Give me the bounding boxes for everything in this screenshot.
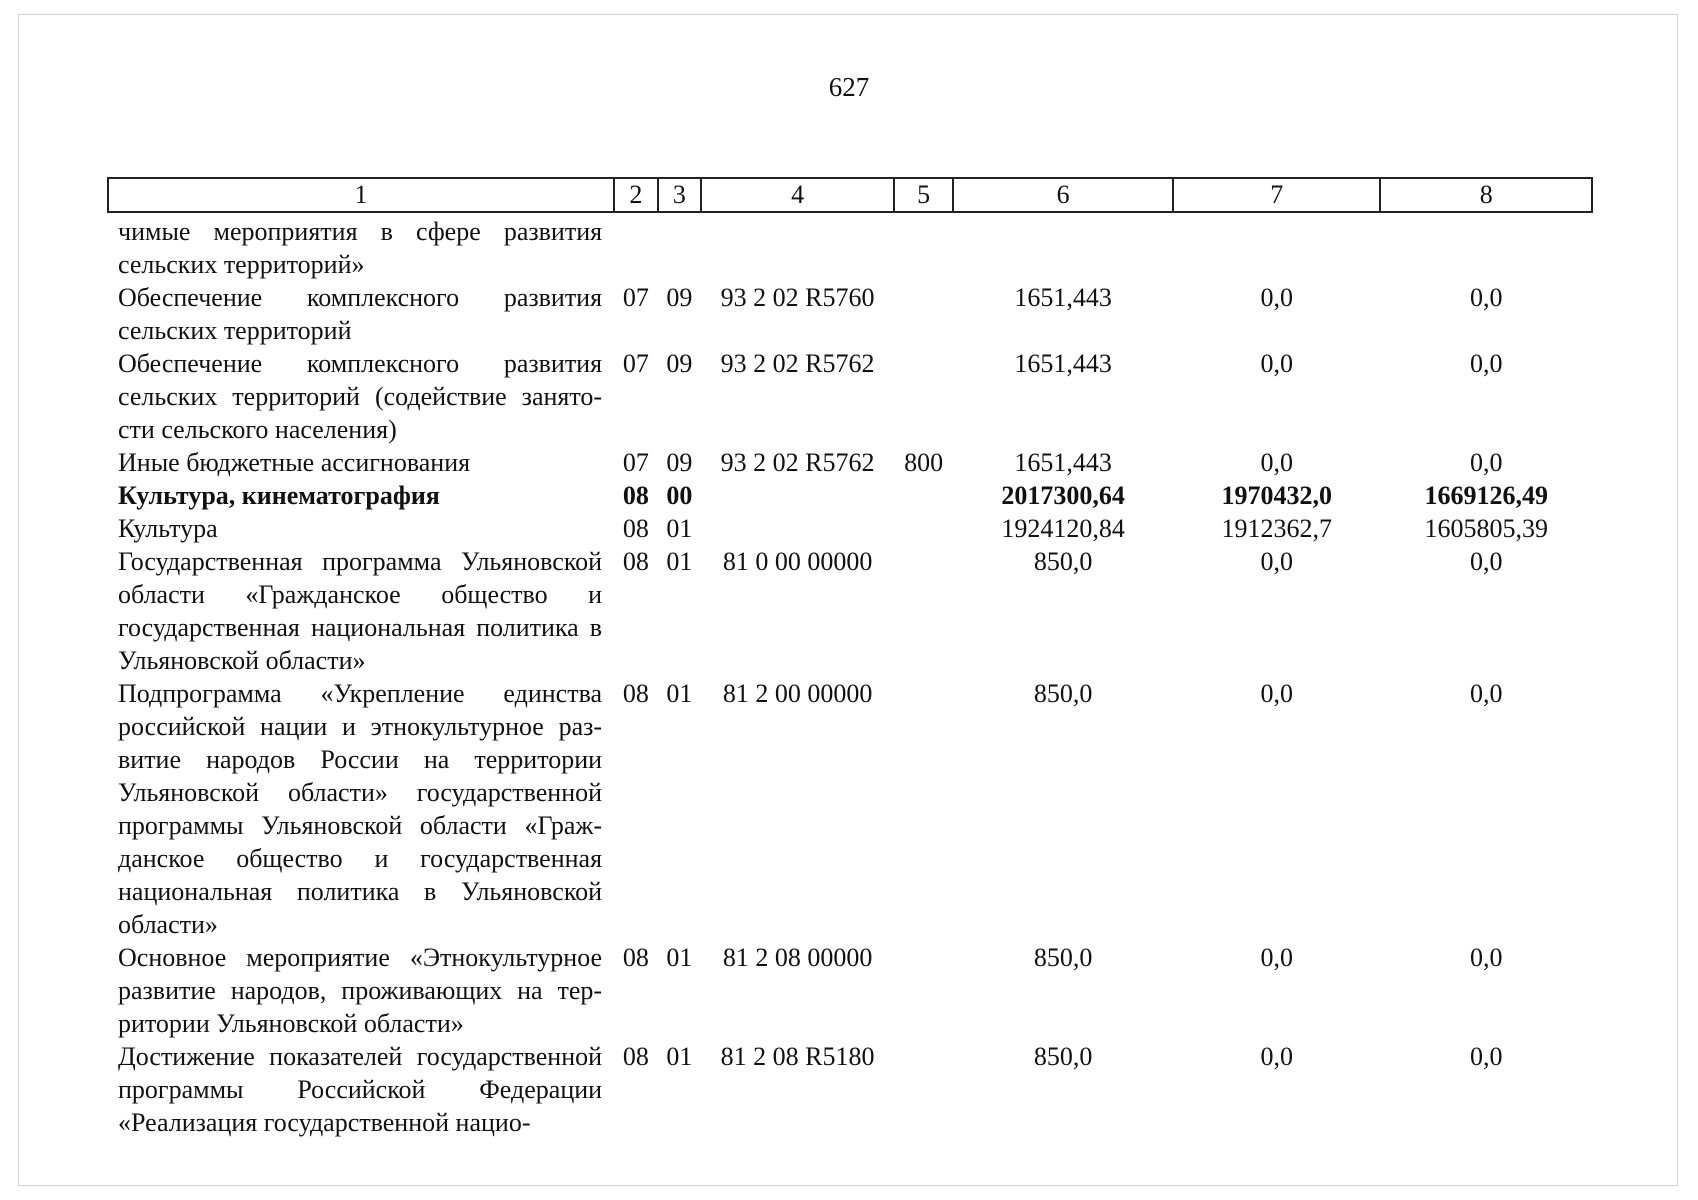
row-subsection: 01 [666,679,693,708]
row-target-code: 93 2 02 R5762 [720,349,875,378]
table-row [108,347,1592,446]
row-target-code: 81 0 00 00000 [722,547,873,576]
row-target-code [701,512,894,545]
row-value-col7: 1912362,7 [1221,514,1332,543]
row-expense-type [894,1040,953,1139]
row-expense-type [894,479,953,512]
row-name: Обеспечение комплексного развития сельских территорий [118,283,603,345]
column-header-4: 4 [701,178,894,212]
table-row [108,281,1592,347]
row-value-col8: 0,0 [1469,1042,1503,1071]
row-name: Подпрограмма «Укрепление единства российской нации и этнокультурное развитие народов России на территории Ульяновской области» государственной программы Ульяновской области «Гражданское общество и государственная национальная политика в Ульяновской области» [118,679,603,939]
budget-table [107,177,1593,1139]
table-row [108,677,1592,941]
row-section: 07 [622,448,649,477]
row-value-col6: 1651,443 [1014,283,1112,312]
row-target-code: 81 2 08 R5180 [720,1042,875,1071]
row-subsection: 09 [666,349,693,378]
row-value-col6: 1651,443 [1014,349,1112,378]
row-name: Достижение показателей государственной программы Российской Федерации «Реализация государственной нацио- [118,1042,603,1137]
table-row [108,1040,1592,1139]
row-value-col6: 850,0 [1033,547,1093,576]
row-section: 08 [622,514,649,543]
row-section: 08 [622,679,649,708]
column-header-1: 1 [108,178,614,212]
row-value-col8: 1605805,39 [1424,514,1548,543]
row-subsection: 00 [666,481,693,510]
row-section: 07 [622,283,649,312]
row-value-col6: 850,0 [1033,679,1093,708]
row-expense-type [894,281,953,347]
row-value-col8 [1380,212,1592,281]
column-header-6: 6 [953,178,1173,212]
row-section: 08 [622,481,649,510]
column-header-2: 2 [614,178,658,212]
row-name: Иные бюджетные ассигнования [118,448,471,477]
table-row [108,941,1592,1040]
row-target-code: 93 2 02 R5760 [720,283,875,312]
table-row [108,545,1592,677]
column-header-7: 7 [1173,178,1380,212]
row-expense-type [894,512,953,545]
row-target-code: 81 2 08 00000 [722,943,873,972]
row-value-col7 [1173,212,1380,281]
row-section: 07 [622,349,649,378]
row-target-code [701,479,894,512]
row-expense-type [894,677,953,941]
row-value-col7: 0,0 [1260,283,1293,312]
row-name: Государственная программа Ульяновской области «Гражданское общество и государственная национальная политика в Ульяновской области» [118,547,603,675]
row-value-col6: 2017300,64 [1001,481,1125,510]
row-value-col7: 1970432,0 [1221,481,1332,510]
row-section: 08 [622,547,649,576]
row-value-col8: 0,0 [1469,283,1503,312]
table-row [108,479,1592,512]
row-subsection: 01 [666,514,693,543]
row-value-col8: 1669126,49 [1424,481,1548,510]
row-name: Основное мероприятие «Этнокультурное развитие народов, проживающих на территории Ульяновской области» [118,943,603,1038]
row-name: Обеспечение комплексного развития сельских территорий (содействие занятости сельского населения) [118,349,603,444]
page-number: 627 [828,72,870,102]
row-expense-type [894,212,953,281]
row-value-col8: 0,0 [1469,943,1503,972]
row-subsection: 09 [666,283,693,312]
row-subsection: 01 [666,547,693,576]
row-expense-type [894,941,953,1040]
row-value-col8: 0,0 [1469,679,1503,708]
row-name: Культура, кинематография [118,481,440,510]
table-row [108,446,1592,479]
row-value-col6: 1924120,84 [1001,514,1125,543]
row-value-col6: 850,0 [1033,1042,1093,1071]
row-value-col6: 1651,443 [1014,448,1112,477]
column-header-5: 5 [894,178,953,212]
row-name: Культура [118,514,218,543]
row-value-col7: 0,0 [1260,1042,1293,1071]
row-value-col8: 0,0 [1469,349,1503,378]
row-value-col6: 850,0 [1033,943,1093,972]
row-section: 08 [622,1042,649,1071]
row-subsection: 01 [666,1042,693,1071]
row-target-code [701,212,894,281]
row-value-col7: 0,0 [1260,547,1293,576]
row-value-col8: 0,0 [1469,448,1503,477]
table-row [108,512,1592,545]
row-value-col7: 0,0 [1260,349,1293,378]
row-section [614,212,658,281]
column-header-3: 3 [658,178,702,212]
row-expense-type: 800 [904,448,944,477]
row-expense-type [894,545,953,677]
row-subsection [658,212,702,281]
row-section: 08 [622,943,649,972]
row-expense-type [894,347,953,446]
row-target-code: 93 2 02 R5762 [720,448,875,477]
row-value-col6 [953,212,1173,281]
row-name: чимые мероприятия в сфере развития сельских территорий» [118,217,603,279]
row-value-col7: 0,0 [1260,679,1293,708]
row-value-col8: 0,0 [1469,547,1503,576]
column-header-8: 8 [1380,178,1592,212]
table-row [108,212,1592,281]
row-subsection: 09 [666,448,693,477]
row-target-code: 81 2 00 00000 [722,679,873,708]
header-row [108,178,1592,212]
row-value-col7: 0,0 [1260,448,1293,477]
row-value-col7: 0,0 [1260,943,1293,972]
row-subsection: 01 [666,943,693,972]
